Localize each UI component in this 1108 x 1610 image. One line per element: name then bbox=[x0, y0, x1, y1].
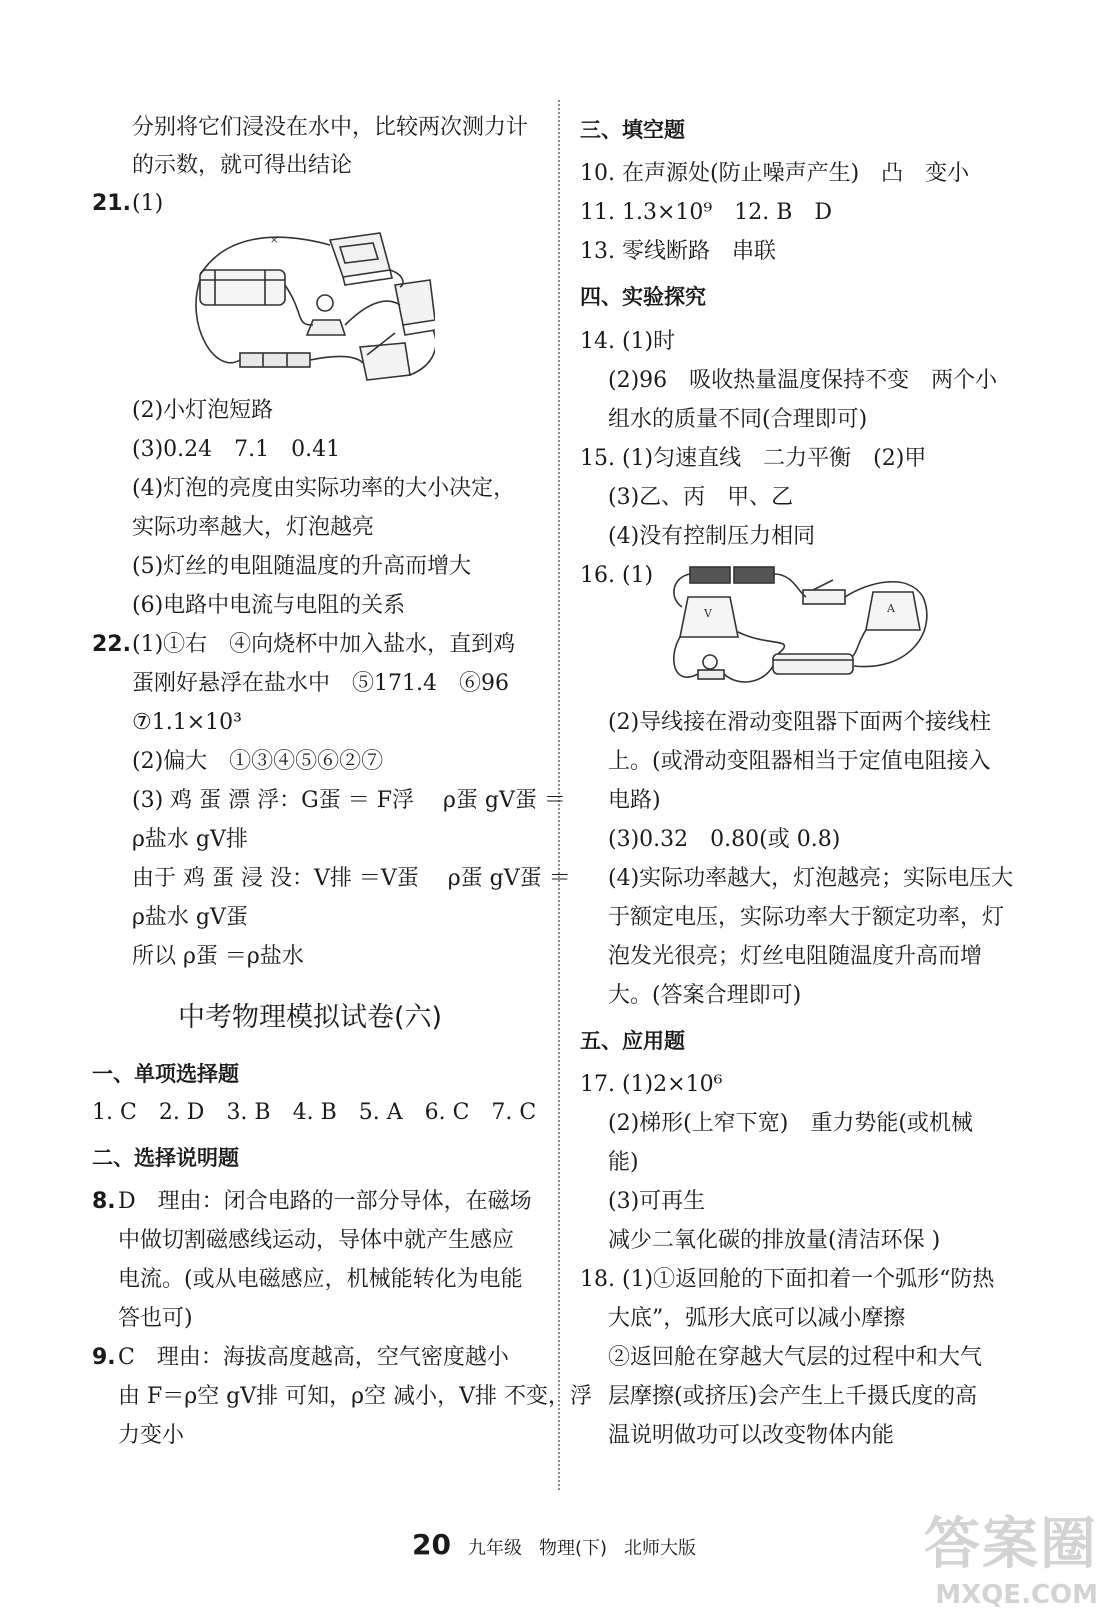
answer-line: 10. 在声源处(防止噪声产生) 凸 变小 bbox=[580, 161, 970, 186]
text-line: (6)电路中电流与电阻的关系 bbox=[132, 593, 406, 618]
text-line: 温说明做功可以改变物体内能 bbox=[608, 1423, 895, 1448]
formula-line: (3) 鸡 蛋 漂 浮：G蛋 ＝ F浮 ρ蛋 gV蛋 ＝ bbox=[132, 788, 566, 813]
text-line: 电路) bbox=[608, 788, 661, 813]
answer-line: 11. 1.3×10⁹ 12. B D bbox=[580, 200, 833, 225]
page-number: 20 bbox=[411, 1528, 451, 1561]
text-line: 力变小 bbox=[118, 1423, 185, 1448]
text-line: 于额定电压，实际功率大于额定功率，灯 bbox=[608, 905, 1005, 930]
section-heading: 三、填空题 bbox=[580, 118, 685, 142]
text-line: 的示数，就可得出结论 bbox=[132, 153, 353, 178]
answer-line: 16. (1) bbox=[580, 563, 654, 588]
text-line: (1)①右 ④向烧杯中加入盐水，直到鸡 bbox=[132, 632, 516, 657]
text-line: 实际功率越大，灯泡越亮 bbox=[132, 515, 375, 540]
question-number: 21. bbox=[92, 191, 131, 216]
text-line: (1) bbox=[132, 191, 164, 216]
text-line: (3)0.32 0.80(或 0.8) bbox=[608, 827, 841, 852]
answer-line: 17. (1)2×10⁶ bbox=[580, 1072, 723, 1097]
paper-title: 中考物理模拟试卷(六) bbox=[178, 1002, 443, 1033]
text-line: D 理由：闭合电路的一部分导体，在磁场 bbox=[118, 1189, 532, 1214]
grade-label: 九年级 bbox=[467, 1538, 522, 1559]
watermark-text: 答案圈 bbox=[924, 1512, 1098, 1577]
text-line: (2)偏大 ①③④⑤⑥②⑦ bbox=[132, 749, 384, 774]
text-line: (3)0.24 7.1 0.41 bbox=[132, 437, 341, 462]
formula-line: ρ盐水 gV蛋 bbox=[132, 905, 248, 930]
watermark-url: MXQE.COM bbox=[935, 1580, 1098, 1610]
formula-line: ρ盐水 gV排 bbox=[132, 827, 248, 852]
text-line: (2)96 吸收热量温度保持不变 两个小 bbox=[608, 368, 998, 393]
text-line: 中做切割磁感线运动，导体中就产生感应 bbox=[118, 1228, 515, 1253]
text-line: (3)乙、丙 甲、乙 bbox=[608, 485, 794, 510]
svg-text:V: V bbox=[704, 607, 712, 620]
edition-label: 北师大版 bbox=[624, 1538, 696, 1559]
text-line: (2)梯形(上窄下宽) 重力势能(或机械 bbox=[608, 1111, 973, 1136]
text-line: 能) bbox=[608, 1150, 639, 1175]
answer-line: 18. (1)①返回舱的下面扣着一个弧形“防热 bbox=[580, 1267, 995, 1292]
text-line: (4)没有控制压力相同 bbox=[608, 524, 816, 549]
text-line: 大。(答案合理即可) bbox=[608, 983, 802, 1008]
text-line: 组水的质量不同(合理即可) bbox=[608, 407, 868, 432]
circuit-figure-16 bbox=[668, 562, 938, 692]
answer-line: 1. C 2. D 3. B 4. B 5. A 6. C 7. C bbox=[92, 1100, 537, 1125]
text-line: C 理由：海拔高度越高，空气密度越小 bbox=[118, 1345, 509, 1370]
text-line: (3)可再生 bbox=[608, 1189, 706, 1214]
text-line: 答也可) bbox=[118, 1306, 193, 1331]
text-line: 层摩擦(或挤压)会产生上千摄氏度的高 bbox=[608, 1384, 978, 1409]
answer-line: 13. 零线断路 串联 bbox=[580, 239, 776, 264]
circuit-figure-21 bbox=[195, 225, 435, 390]
question-number: 8. bbox=[92, 1189, 116, 1214]
subject-label: 物理(下) bbox=[538, 1538, 607, 1559]
formula-line: 所以 ρ蛋 ＝ρ盐水 bbox=[132, 944, 304, 969]
text-line: (2)小灯泡短路 bbox=[132, 398, 274, 423]
svg-text:×: × bbox=[270, 235, 279, 246]
text-line: 电流。(或从电磁感应，机械能转化为电能 bbox=[118, 1267, 523, 1292]
text-line: 减少二氧化碳的排放量(清洁环保 ) bbox=[608, 1228, 941, 1253]
text-line: ⑦1.1×10³ bbox=[132, 710, 242, 735]
answer-line: 15. (1)匀速直线 二力平衡 (2)甲 bbox=[580, 446, 927, 471]
svg-text:A: A bbox=[887, 602, 895, 615]
text-line: ②返回舱在穿越大气层的过程中和大气 bbox=[608, 1345, 983, 1370]
section-heading: 二、选择说明题 bbox=[92, 1146, 239, 1170]
text-line: 分别将它们浸没在水中，比较两次测力计 bbox=[132, 115, 529, 140]
text-line: (4)灯泡的亮度由实际功率的大小决定， bbox=[132, 476, 516, 501]
text-line: (2)导线接在滑动变阻器下面两个接线柱 bbox=[608, 710, 992, 735]
formula-line: 由于 鸡 蛋 浸 没：V排 ＝V蛋 ρ蛋 gV蛋 ＝ bbox=[132, 866, 571, 891]
text-line: (5)灯丝的电阻随温度的升高而增大 bbox=[132, 554, 472, 579]
section-heading: 一、单项选择题 bbox=[92, 1062, 239, 1086]
text-line: 大底”，弧形大底可以减小摩擦 bbox=[608, 1306, 906, 1331]
answer-line: 14. (1)时 bbox=[580, 329, 676, 354]
watermark-logo bbox=[924, 1500, 1098, 1610]
question-number: 9. bbox=[92, 1345, 116, 1370]
text-line: 泡发光很亮；灯丝电阻随温度升高而增 bbox=[608, 944, 983, 969]
text-line: (4)实际功率越大，灯泡越亮；实际电压大 bbox=[608, 866, 1014, 891]
question-number: 22. bbox=[92, 632, 131, 657]
text-line: 蛋刚好悬浮在盐水中 ⑤171.4 ⑥96 bbox=[132, 671, 509, 696]
section-heading: 四、实验探究 bbox=[580, 285, 706, 309]
text-line: 上。(或滑动变阻器相当于定值电阻接入 bbox=[608, 749, 991, 774]
section-heading: 五、应用题 bbox=[580, 1029, 685, 1053]
formula-line: 由 F＝ρ空 gV排 可知，ρ空 减小，V排 不变，浮 bbox=[118, 1384, 592, 1409]
